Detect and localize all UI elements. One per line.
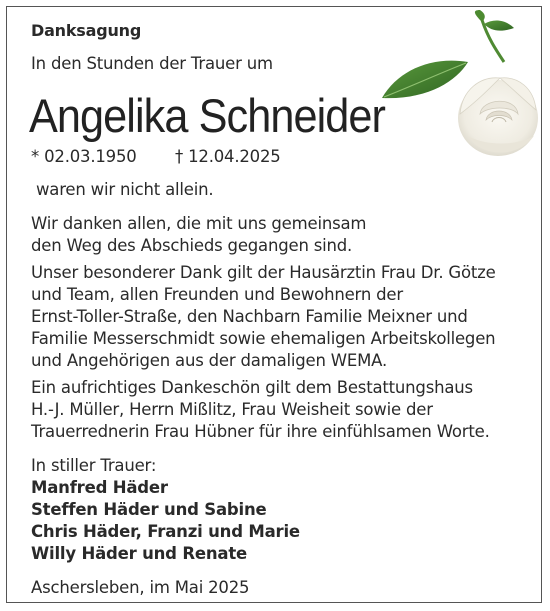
special-thanks-line: Unser besonderer Dank gilt der Hausärztin Frau Dr. Götze — [31, 263, 496, 282]
special-thanks-line: und Angehörigen aus der damaligen WEMA. — [31, 351, 387, 370]
funeral-thanks-line: H.-J. Müller, Herrn Mißlitz, Frau Weisheit sowie der — [31, 400, 433, 419]
mourning-label: In stiller Trauer: — [31, 456, 157, 475]
thanks-line: den Weg des Abschieds gegangen sind. — [31, 236, 353, 255]
special-thanks-line: Familie Messerschmidt sowie ehemaligen Arbeitskollegen — [31, 329, 496, 348]
place-and-date: Aschersleben, im Mai 2025 — [31, 578, 250, 597]
signer-name: Chris Häder, Franzi und Marie — [31, 522, 300, 541]
white-rose-icon — [376, 10, 546, 170]
signer-name: Manfred Häder — [31, 478, 168, 497]
funeral-thanks-line: Ein aufrichtiges Dankeschön gilt dem Bestattungshaus — [31, 378, 473, 397]
thanks-line: Wir danken allen, die mit uns gemeinsam — [31, 214, 367, 233]
death-date: † 12.04.2025 — [175, 147, 281, 166]
notice-heading: Danksagung — [31, 21, 142, 40]
deceased-name: Angelika Schneider — [29, 89, 386, 142]
intro-text: In den Stunden der Trauer um — [31, 54, 273, 73]
not-alone-text: waren wir nicht allein. — [36, 180, 214, 199]
signer-name: Steffen Häder und Sabine — [31, 500, 267, 519]
funeral-thanks-line: Trauerrednerin Frau Hübner für ihre einfühlsamen Worte. — [31, 422, 490, 441]
signer-name: Willy Häder und Renate — [31, 544, 247, 563]
special-thanks-line: Ernst-Toller-Straße, den Nachbarn Familie Meixner und — [31, 307, 468, 326]
birth-date: * 02.03.1950 — [31, 147, 137, 166]
special-thanks-line: und Team, allen Freunden und Bewohnern der — [31, 285, 403, 304]
